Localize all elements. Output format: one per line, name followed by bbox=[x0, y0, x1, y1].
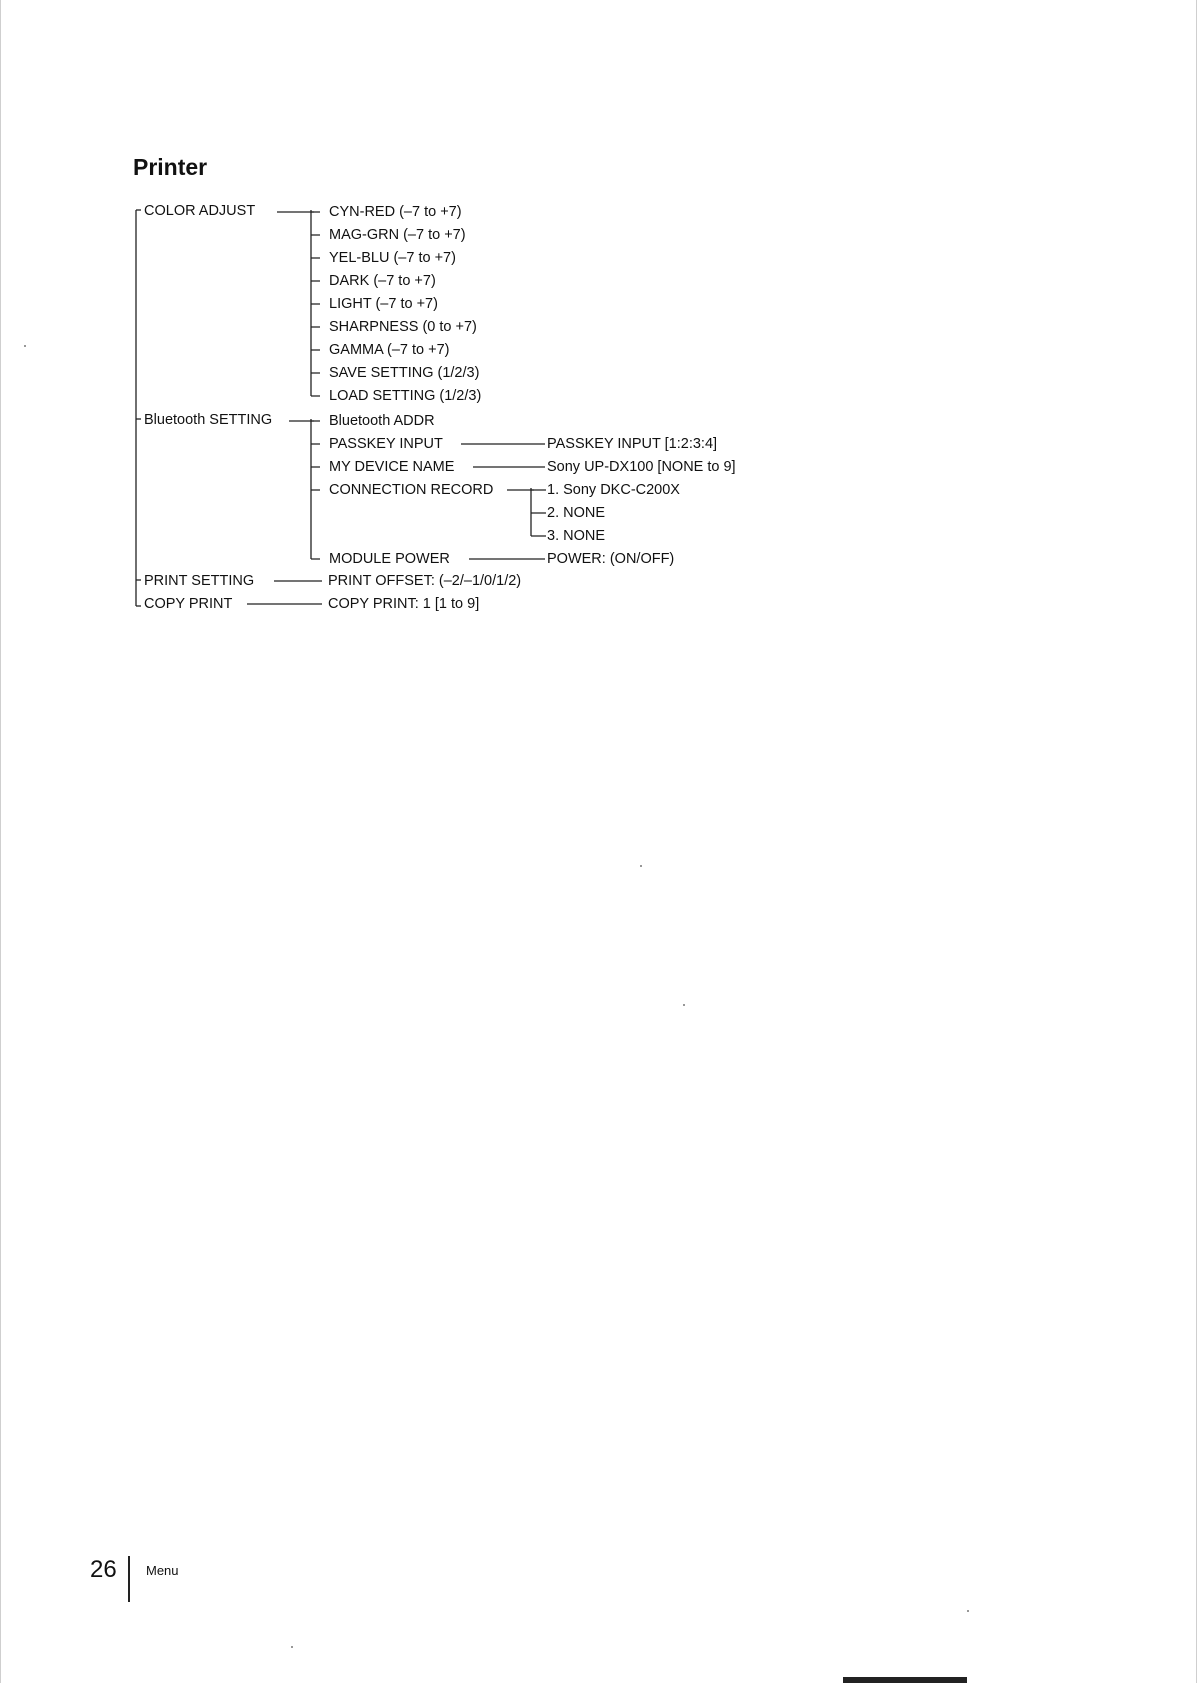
menu-print-setting: PRINT SETTING bbox=[144, 573, 255, 589]
scan-speck bbox=[291, 1646, 293, 1648]
item-yel-blu: YEL-BLU (–7 to +7) bbox=[329, 250, 456, 266]
item-passkey-input: PASSKEY INPUT bbox=[329, 436, 443, 452]
menu-color-adjust: COLOR ADJUST bbox=[144, 203, 256, 219]
record-1: 1. Sony DKC-C200X bbox=[547, 482, 680, 498]
value-copy-print: COPY PRINT: 1 [1 to 9] bbox=[328, 596, 480, 612]
footer-section-label: Menu bbox=[146, 1563, 179, 1578]
item-cyn-red: CYN-RED (–7 to +7) bbox=[329, 204, 462, 220]
value-module-power: POWER: (ON/OFF) bbox=[547, 551, 675, 567]
color-adjust-ticks bbox=[311, 212, 320, 396]
scan-speck bbox=[967, 1610, 969, 1612]
item-load-setting: LOAD SETTING (1/2/3) bbox=[329, 388, 482, 404]
scan-speck bbox=[683, 1004, 685, 1006]
footer-divider bbox=[128, 1556, 130, 1602]
item-bluetooth-addr: Bluetooth ADDR bbox=[329, 413, 435, 429]
value-passkey-input: PASSKEY INPUT [1:2:3:4] bbox=[547, 436, 718, 452]
item-connection-record: CONNECTION RECORD bbox=[329, 482, 494, 498]
item-module-power: MODULE POWER bbox=[329, 551, 450, 567]
item-gamma: GAMMA (–7 to +7) bbox=[329, 342, 450, 358]
value-print-offset: PRINT OFFSET: (–2/–1/0/1/2) bbox=[328, 573, 522, 589]
scan-speck bbox=[24, 345, 26, 347]
scan-speck bbox=[640, 865, 642, 867]
item-dark: DARK (–7 to +7) bbox=[329, 273, 436, 289]
item-mag-grn: MAG-GRN (–7 to +7) bbox=[329, 227, 466, 243]
value-device-name: Sony UP-DX100 [NONE to 9] bbox=[547, 459, 736, 475]
item-light: LIGHT (–7 to +7) bbox=[329, 296, 438, 312]
menu-copy-print: COPY PRINT bbox=[144, 596, 233, 612]
item-save-setting: SAVE SETTING (1/2/3) bbox=[329, 365, 480, 381]
scan-bottom-bar bbox=[843, 1677, 967, 1683]
connection-record-ticks bbox=[531, 490, 546, 536]
record-3: 3. NONE bbox=[547, 528, 606, 544]
item-sharpness: SHARPNESS (0 to +7) bbox=[329, 319, 477, 335]
page-title: Printer bbox=[133, 154, 208, 180]
record-2: 2. NONE bbox=[547, 505, 606, 521]
menu-bluetooth-setting: Bluetooth SETTING bbox=[144, 412, 273, 428]
page-number: 26 bbox=[90, 1556, 117, 1583]
bluetooth-ticks bbox=[311, 421, 320, 559]
item-my-device-name: MY DEVICE NAME bbox=[329, 459, 455, 475]
